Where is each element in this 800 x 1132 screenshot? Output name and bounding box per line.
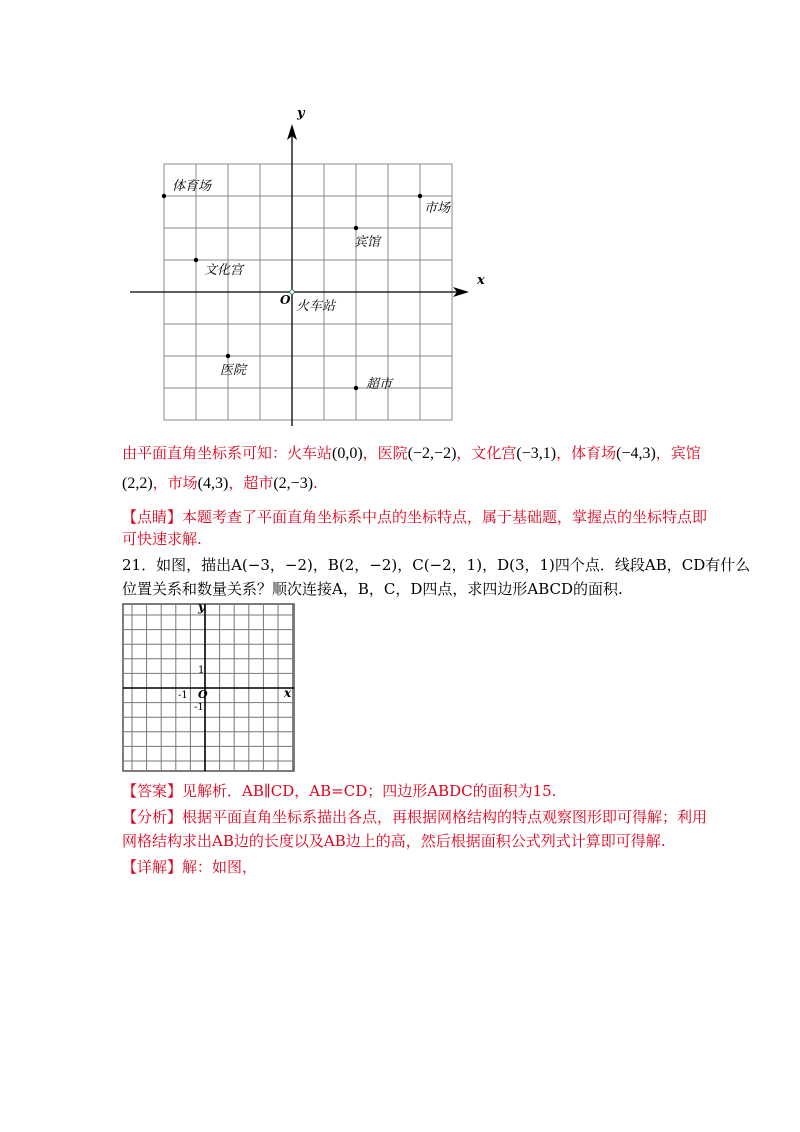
answer-end: . — [313, 474, 318, 492]
figure2-origin-label: O — [198, 688, 208, 701]
coord-hospital: (−2,−2) — [407, 445, 457, 462]
location-point — [354, 386, 358, 390]
answer-sep-5: ，市场 — [152, 474, 198, 492]
coordinate-figure-1 — [125, 100, 495, 430]
location-point — [354, 226, 358, 230]
comment-line-2: 可快速求解. — [122, 530, 202, 548]
location-point — [226, 354, 230, 358]
coord-supermarket: (2,−3) — [273, 475, 314, 492]
coord-train-station: (0,0) — [332, 445, 363, 462]
comment-line-1: 【点睛】本题考查了平面直角坐标系中点的坐标特点，属于基础题，掌握点的坐标特点即 — [122, 508, 708, 526]
answer-sep-6: ，超市 — [228, 474, 274, 492]
answer-lead: 由平面直角坐标系可知：火车站 — [122, 444, 333, 462]
figure2-tick-neg1-x: -1 — [178, 690, 188, 701]
figure2-y-label: y — [198, 600, 205, 614]
coord-hotel: (2,2) — [122, 475, 153, 492]
coord-culture-palace: (−3,1) — [516, 445, 557, 462]
figure2-x-label: x — [284, 686, 292, 700]
location-point — [162, 194, 166, 198]
location-label: 体育场 — [172, 179, 212, 194]
origin-marker — [290, 290, 294, 294]
answer-sep-1: ，医院 — [362, 444, 408, 462]
question21-line-2: 位置关系和数量关系？顺次连接A，B，C，D四点，求四边形ABCD的面积. — [122, 580, 623, 598]
location-label: 超市 — [366, 377, 393, 392]
figure2-tick-neg1-y: -1 — [194, 702, 204, 713]
figure1-x-label: x — [477, 273, 485, 288]
location-point — [418, 194, 422, 198]
coord-stadium: (−4,3) — [616, 445, 656, 462]
location-label: 宾馆 — [354, 235, 381, 250]
answer21-answer: 【答案】见解析．AB∥CD，AB=CD；四边形ABDC的面积为15. — [122, 782, 557, 800]
answer21-analysis-1: 【分析】根据平面直角坐标系描出各点，再根据网格结构的特点观察图形即可得解；利用 — [122, 808, 708, 826]
figure1-y-label: y — [297, 106, 305, 121]
answer-sep-2: ，文化宫 — [456, 444, 517, 462]
answer-coords-line-2 — [122, 472, 318, 495]
location-label: 医院 — [220, 363, 247, 378]
location-label: 市场 — [424, 201, 451, 216]
figure2-tick-1: 1 — [198, 665, 205, 676]
figure1-origin-label: O — [280, 293, 291, 307]
location-label: 火车站 — [296, 299, 336, 314]
figure1-points — [162, 178, 451, 392]
figure1-axes — [130, 124, 469, 426]
coord-market: (4,3) — [197, 475, 229, 492]
question21-line-1: 21．如图，描出A(−3，−2)，B(2，−2)，C(−2，1)，D(3，1)四个点．线段AB，CD有什么 — [122, 556, 751, 574]
answer-sep-4: ，宾馆 — [655, 444, 701, 462]
answer21-detail: 【详解】解：如图， — [122, 858, 258, 876]
answer21-analysis-2: 网格结构求出AB边的长度以及AB边上的高，然后根据面积公式列式计算即可得解. — [122, 832, 666, 850]
location-point — [194, 258, 198, 262]
answer-coords-line-1 — [122, 442, 701, 465]
coordinate-figure-2 — [118, 600, 300, 775]
answer-sep-3: ，体育场 — [556, 444, 617, 462]
location-label: 文化宫 — [204, 263, 244, 278]
